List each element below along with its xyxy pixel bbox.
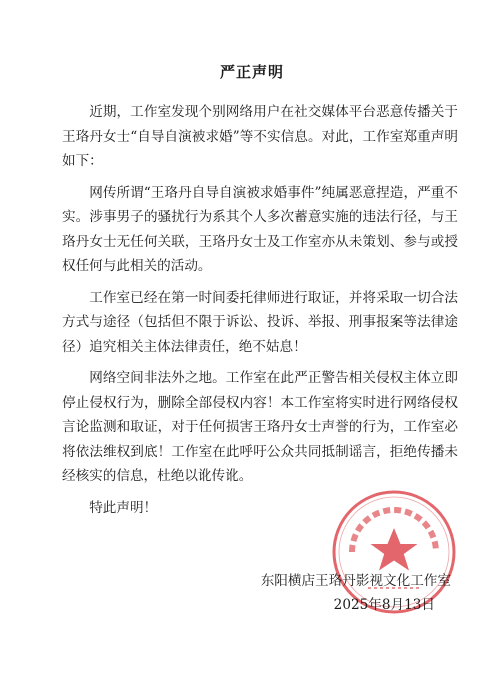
statement-title: 严正声明 bbox=[219, 63, 284, 81]
signature-block bbox=[261, 569, 451, 617]
paragraph-legal-action: 工作室已经在第一时间委托律师进行取证，并将采取一切合法方式与途径（包括但不限于诉讼、投诉、举报、刑事报案等法律途径）追究相关主体法律责任，绝不姑息！ bbox=[62, 289, 458, 355]
paragraph-rumor-denial: 网传所谓“王珞丹自导自演被求婚事件”纯属恶意捏造，严重不实。涉事男子的骚扰行为系其个人多次蓄意实施的违法行径，与王珞丹女士无任何关联，王珞丹女士及工作室亦从未策划、参与或授权任何与此相关的活动。 bbox=[62, 184, 458, 274]
closing-line: 特此声明！ bbox=[89, 499, 158, 516]
signature-date: 2025年8月13日 bbox=[333, 597, 435, 613]
statement-body bbox=[62, 100, 458, 520]
paragraph-warning: 网络空间非法外之地。工作室在此严正警告相关侵权主体立即停止侵权行为，删除全部侵权内容！本工作室将实时进行网络侵权言论监测和取证，对于任何损害王珞丹女士声誉的行为，工作室必将依法维权到底！工作室在此呼吁公众共同抵制谣言，拒绝传播未经核实的信息，杜绝以讹传讹。 bbox=[62, 370, 458, 484]
paragraph-intro: 近期，工作室发现个别网络用户在社交媒体平台恶意传播关于王珞丹女士“自导自演被求婚”等不实信息。对此，工作室郑重声明如下： bbox=[62, 104, 458, 169]
signature-org: 东阳横店王珞丹影视文化工作室 bbox=[260, 573, 451, 589]
